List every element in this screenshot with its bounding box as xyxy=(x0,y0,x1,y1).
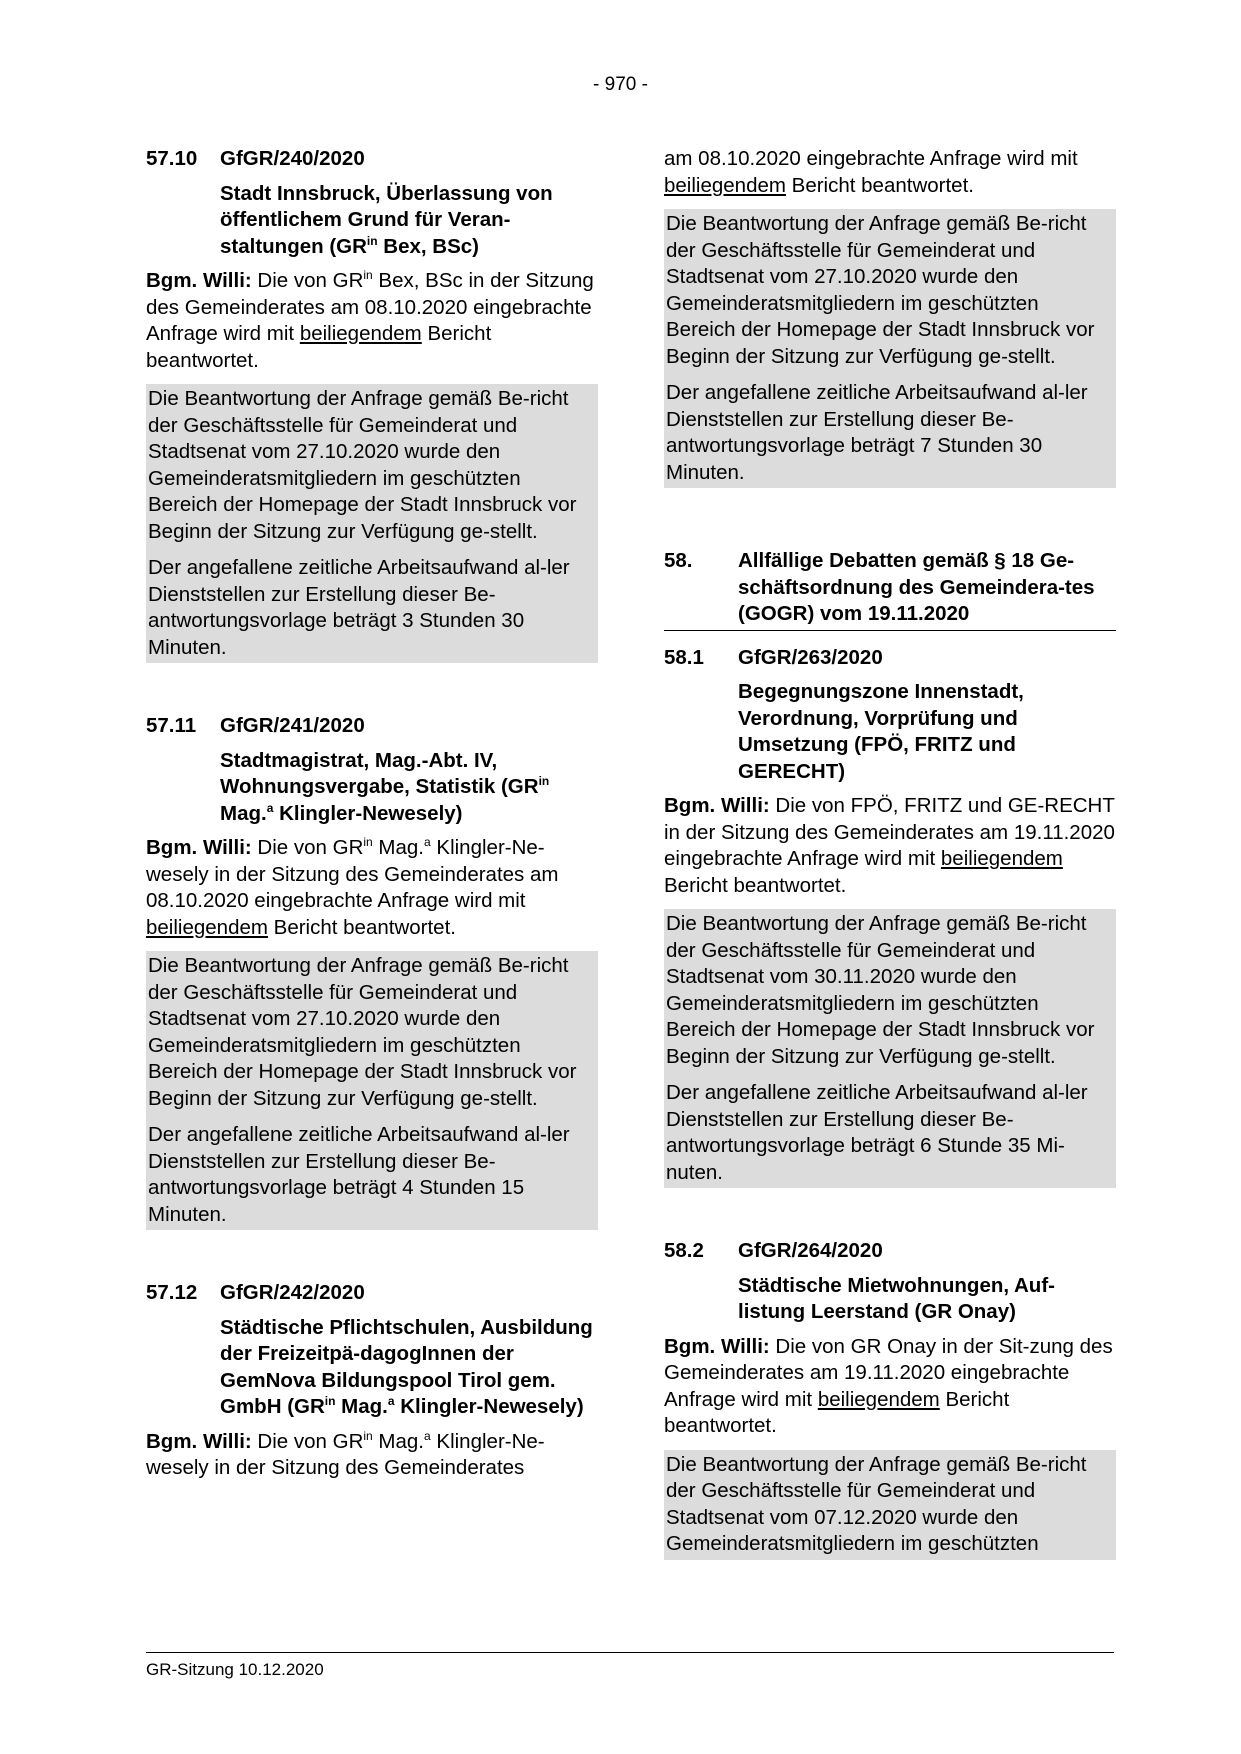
item-number: 57.11 xyxy=(146,714,197,737)
mayor-statement: Bgm. Willi: Die von FPÖ, FRITZ und GE-RECHT in der Sitzung des Gemeinderates am 19.11.2020 eingebrachte Anfrage wird mit beiliegendem Bericht beantwortet. xyxy=(664,794,1115,897)
item-subject: Begegnungszone Innenstadt, Verordnung, Vorprüfung und Umsetzung (FPÖ, FRITZ und GERECHT) xyxy=(738,680,1024,783)
item-reference: GfGR/263/2020 xyxy=(738,645,883,669)
right-column xyxy=(664,146,1116,1560)
item-reference: GfGR/264/2020 xyxy=(738,1239,883,1262)
speaker-label: Bgm. Willi: xyxy=(146,269,252,292)
item-subject: Stadtmagistrat, Mag.-Abt. IV, Wohnungsvergabe, Statistik ($GR^{in}$ Mag.$^a$ Klingler-Newesely) xyxy=(220,748,550,825)
item-number: 58.1 xyxy=(664,645,704,669)
speaker-label: Bgm. Willi: xyxy=(664,794,770,817)
item-heading xyxy=(146,146,598,173)
item-57-12 xyxy=(146,1280,598,1482)
answer-notice xyxy=(664,909,1116,1188)
mayor-statement: Bgm. Willi: Die von $GR^{in}$ Bex, BSc in der Sitzung des Gemeinderates am 08.10.2020 eingebrachte Anfrage wird mit beiliegendem Bericht beantwortet. xyxy=(146,268,594,372)
section-58-heading xyxy=(664,548,1116,631)
effort-text: Der angefallene zeitliche Arbeitsaufwand al-ler Dienststellen zur Erstellung dieser Be-antwortungsvorlage beträgt 7 Stunden 30 Minuten. xyxy=(666,381,1088,484)
item-heading xyxy=(146,1280,598,1307)
mayor-statement: Bgm. Willi: Die von $GR^{in}$ Mag.$^a$ Klingler-Ne-wesely in der Sitzung des Gemeinderates xyxy=(146,1428,545,1479)
item-58-1 xyxy=(664,645,1116,1189)
item-heading xyxy=(146,713,598,740)
item-reference: GfGR/241/2020 xyxy=(220,714,365,737)
effort-text: Der angefallene zeitliche Arbeitsaufwand al-ler Dienststellen zur Erstellung dieser Be-antwortungsvorlage beträgt 4 Stunden 15 Minuten. xyxy=(148,1123,570,1226)
section-title: Allfällige Debatten gemäß § 18 Ge-schäftsordnung des Gemeindera-tes (GOGR) vom 19.11.2020 xyxy=(738,549,1095,625)
answer-notice xyxy=(664,209,1116,488)
item-number: 58.2 xyxy=(664,1239,704,1262)
answer-notice xyxy=(146,951,598,1230)
item-57-11 xyxy=(146,713,598,1230)
speaker-label: Bgm. Willi: xyxy=(664,1334,770,1358)
item-subject: Städtische Pflichtschulen, Ausbildung der Freizeitpä-dagogInnen der GemNova Bildungspool Tirol gem. GmbH ($GR^{in}$ Mag.$^a$ Klingler-Newesely) xyxy=(220,1315,593,1418)
speaker-label: Bgm. Willi: xyxy=(146,836,252,859)
answer-text: Die Beantwortung der Anfrage gemäß Be-richt der Geschäftsstelle für Gemeinderat und Stadtsenat vom 27.10.2020 wurde den Gemeinderatsmitgliedern im geschützten Bereich der Homepage der Stadt Innsbruck vor Beginn der Sitzung zur Verfügung ge-stellt. xyxy=(148,954,577,1110)
section-number: 58. xyxy=(664,549,693,572)
item-subject: Stadt Innsbruck, Überlassung von öffentlichem Grund für Veran-staltungen ($GR^{in}$ Bex, BSc) xyxy=(220,181,553,258)
item-reference: GfGR/242/2020 xyxy=(220,1281,365,1304)
answer-text: Die Beantwortung der Anfrage gemäß Be-richt der Geschäftsstelle für Gemeinderat und Stadtsenat vom 27.10.2020 wurde den Gemeinderatsmitgliedern im geschützten Bereich der Homepage der Stadt Innsbruck vor Beginn der Sitzung zur Verfügung ge-stellt. xyxy=(148,387,577,543)
item-number: 57.12 xyxy=(146,1281,198,1304)
mayor-statement: Bgm. Willi: Die von $GR^{in}$ Mag.$^a$ Klingler-Ne-wesely in der Sitzung des Gemeinderates am 08.10.2020 eingebrachte Anfrage wird mit beiliegendem Bericht beantwortet. xyxy=(146,835,559,939)
item-57-12-continued xyxy=(664,146,1116,488)
effort-text: Der angefallene zeitliche Arbeitsaufwand al-ler Dienststellen zur Erstellung dieser Be-antwortungsvorlage beträgt 6 Stunde 35 Mi-nuten. xyxy=(666,1081,1088,1184)
item-reference: GfGR/240/2020 xyxy=(220,147,365,170)
item-subject: Städtische Mietwohnungen, Auf-listung Leerstand (GR Onay) xyxy=(738,1273,1055,1323)
page-number: - 970 - xyxy=(593,74,648,95)
answer-notice xyxy=(664,1450,1116,1560)
footer-divider xyxy=(146,1652,1114,1653)
effort-text: Der angefallene zeitliche Arbeitsaufwand al-ler Dienststellen zur Erstellung dieser Be-antwortungsvorlage beträgt 3 Stunden 30 Minuten. xyxy=(148,556,570,659)
item-heading xyxy=(664,1238,1116,1265)
answer-text: Die Beantwortung der Anfrage gemäß Be-richt der Geschäftsstelle für Gemeinderat und Stadtsenat vom 30.11.2020 wurde den Gemeinderatsmitgliedern im geschützten Bereich der Homepage der Stadt Innsbruck vor Beginn der Sitzung zur Verfügung ge-stellt. xyxy=(666,912,1095,1068)
mayor-statement: Bgm. Willi: Die von GR Onay in der Sit-zung des Gemeinderates am 19.11.2020 eingebrachte Anfrage wird mit beiliegendem Bericht beantwortet. xyxy=(664,1334,1113,1437)
footer-session-label: GR-Sitzung 10.12.2020 xyxy=(146,1660,324,1679)
left-column xyxy=(146,146,598,1482)
item-57-10 xyxy=(146,146,598,663)
item-number: 57.10 xyxy=(146,147,198,170)
answer-notice xyxy=(146,384,598,663)
answer-text: Die Beantwortung der Anfrage gemäß Be-richt der Geschäftsstelle für Gemeinderat und Stadtsenat vom 27.10.2020 wurde den Gemeinderatsmitgliedern im geschützten Bereich der Homepage der Stadt Innsbruck vor Beginn der Sitzung zur Verfügung ge-stellt. xyxy=(666,212,1095,368)
answer-text: Die Beantwortung der Anfrage gemäß Be-richt der Geschäftsstelle für Gemeinderat und Stadtsenat vom 07.12.2020 wurde den Gemeinderatsmitgliedern im geschützten xyxy=(666,1452,1087,1555)
item-58-2 xyxy=(664,1238,1116,1560)
speaker-label: Bgm. Willi: xyxy=(146,1429,252,1453)
mayor-statement-continued: am 08.10.2020 eingebrachte Anfrage wird mit beiliegendem Bericht beantwortet. xyxy=(664,147,1078,197)
item-heading xyxy=(664,645,1116,672)
